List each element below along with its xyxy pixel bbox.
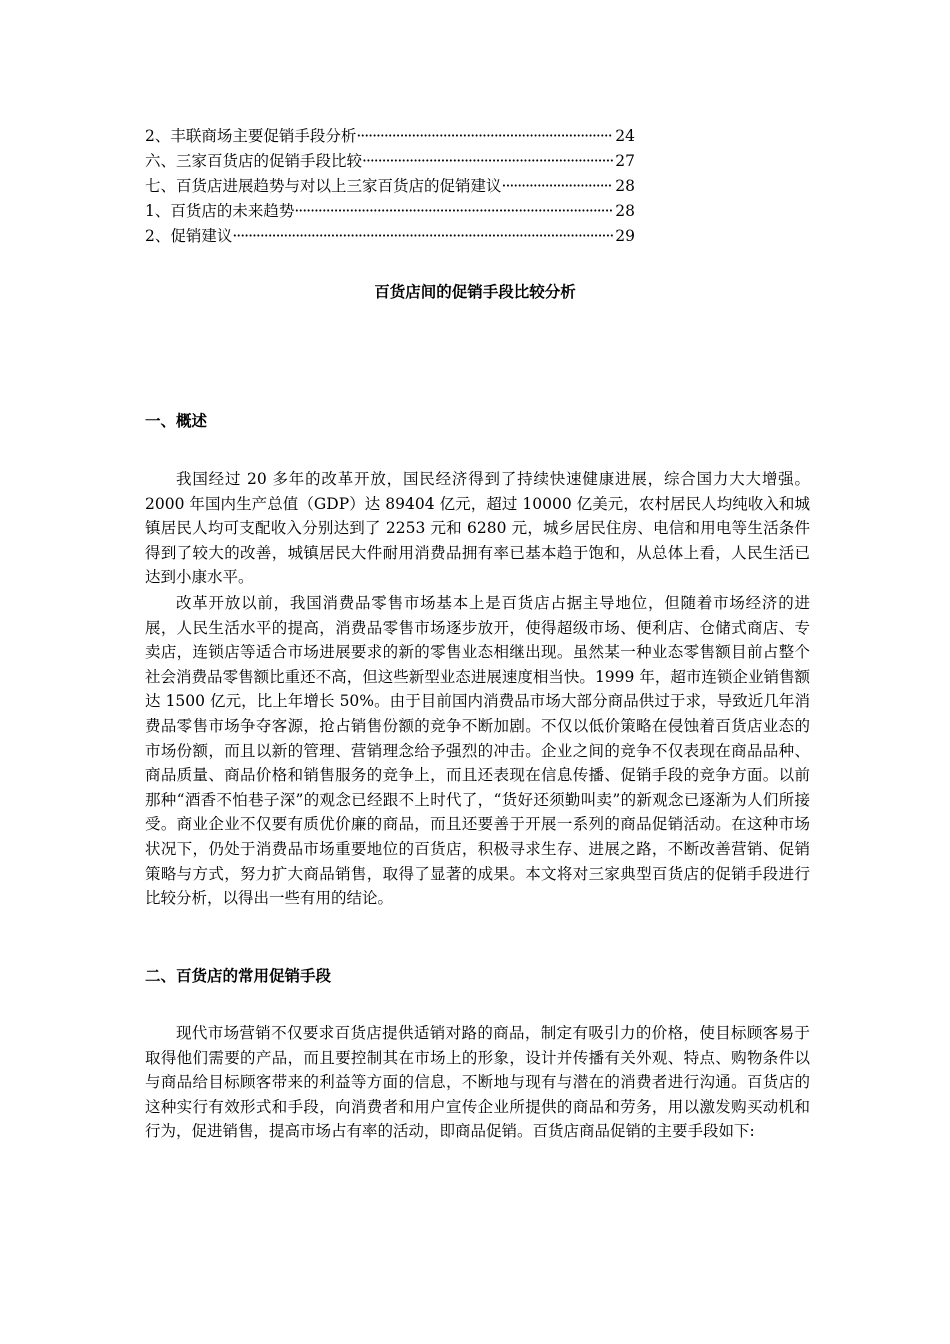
toc-entry bbox=[145, 124, 635, 149]
toc-dot-leader bbox=[356, 124, 613, 149]
toc-dot-leader bbox=[294, 199, 613, 224]
section-heading-overview: 一、概述 bbox=[145, 411, 208, 430]
toc-entry bbox=[145, 199, 635, 224]
toc-dot-leader bbox=[232, 224, 613, 249]
toc-entry-page: 28 bbox=[615, 202, 635, 220]
body-paragraph: 改革开放以前，我国消费品零售市场基本上是百货店占据主导地位，但随着市场经济的进展，人民生活水平的提高，消费品零售市场逐步放开，使得超级市场、便利店、仓储式商店、专卖店，连锁店等适合市场进展要求的新的零售业态相继出现。虽然某一种业态零售额目前占整个社会消费品零售额比重还不高，但这些新型业态进展速度相当快。1999 年，超市连锁企业销售额达 1500 亿元，比上年增长 50%。由于目前国内消费品市场大部分商品供过于求，导致近几年消费品零售市场争夺客源，抢占销售份额的竞争不断加剧。不仅以低价策略在侵蚀着百货店业态的市场份额，而且以新的管理、营销理念给予强烈的冲击。企业之间的竞争不仅表现在商品品种、商品质量、商品价格和销售服务的竞争上，而且还表现在信息传播、促销手段的竞争方面。以前那种“酒香不怕巷子深”的观念已经跟不上时代了，“货好还须勤叫卖”的新观念已逐渐为人们所接受。商业企业不仅要有质优价廉的商品，而且还要善于开展一系列的商品促销活动。在这种市场状况下，仍处于消费品市场重要地位的百货店，积极寻求生存、进展之路，不断改善营销、促销策略与方式，努力扩大商品销售，取得了显著的成果。本文将对三家典型百货店的促销手段进行比较分析，以得出一些有用的结论。 bbox=[145, 594, 810, 908]
toc-entry bbox=[145, 174, 635, 199]
toc-entry bbox=[145, 149, 635, 174]
toc-entry-page: 24 bbox=[615, 127, 635, 145]
toc-entry-label: 1、百货店的未来趋势 bbox=[145, 202, 295, 220]
toc-entry-label: 2、丰联商场主要促销手段分析 bbox=[145, 127, 357, 145]
toc-dot-leader bbox=[362, 149, 613, 174]
document-title: 百货店间的促销手段比较分析 bbox=[374, 282, 576, 301]
toc-entry-label: 六、三家百货店的促销手段比较 bbox=[145, 152, 363, 170]
section-heading-promotion-methods: 二、百货店的常用促销手段 bbox=[145, 966, 332, 985]
table-of-contents bbox=[145, 124, 635, 249]
toc-entry-page: 29 bbox=[615, 227, 635, 245]
body-paragraph: 现代市场营销不仅要求百货店提供适销对路的商品，制定有吸引力的价格，使目标顾客易于取得他们需要的产品，而且要控制其在市场上的形象，设计并传播有关外观、特点、购物条件以与商品给目标顾客带来的利益等方面的信息，不断地与现有与潜在的消费者进行沟通。百货店的这种实行有效形式和手段，向消费者和用户宣传企业所提供的商品和劳务，用以激发购买动机和行为，促进销售，提高市场占有率的活动，即商品促销。百货店商品促销的主要手段如下: bbox=[145, 1024, 810, 1141]
toc-dot-leader bbox=[502, 174, 614, 199]
toc-entry bbox=[145, 224, 635, 249]
toc-entry-page: 28 bbox=[615, 177, 635, 195]
body-paragraph: 我国经过 20 多年的改革开放，国民经济得到了持续快速健康进展，综合国力大大增强。2000 年国内生产总值（GDP）达 89404 亿元，超过 10000 亿美元，农村居民人均纯收入和城镇居民人均可支配收入分别达到了 2253 元和 6280 元，城乡居民住房、电信和用电等生活条件得到了较大的改善，城镇居民大件耐用消费品拥有率已基本趋于饱和，从总体上看，人民生活已达到小康水平。 bbox=[145, 470, 810, 587]
toc-entry-page: 27 bbox=[615, 152, 635, 170]
toc-entry-label: 2、促销建议 bbox=[145, 227, 233, 245]
toc-entry-label: 七、百货店进展趋势与对以上三家百货店的促销建议 bbox=[145, 177, 502, 195]
